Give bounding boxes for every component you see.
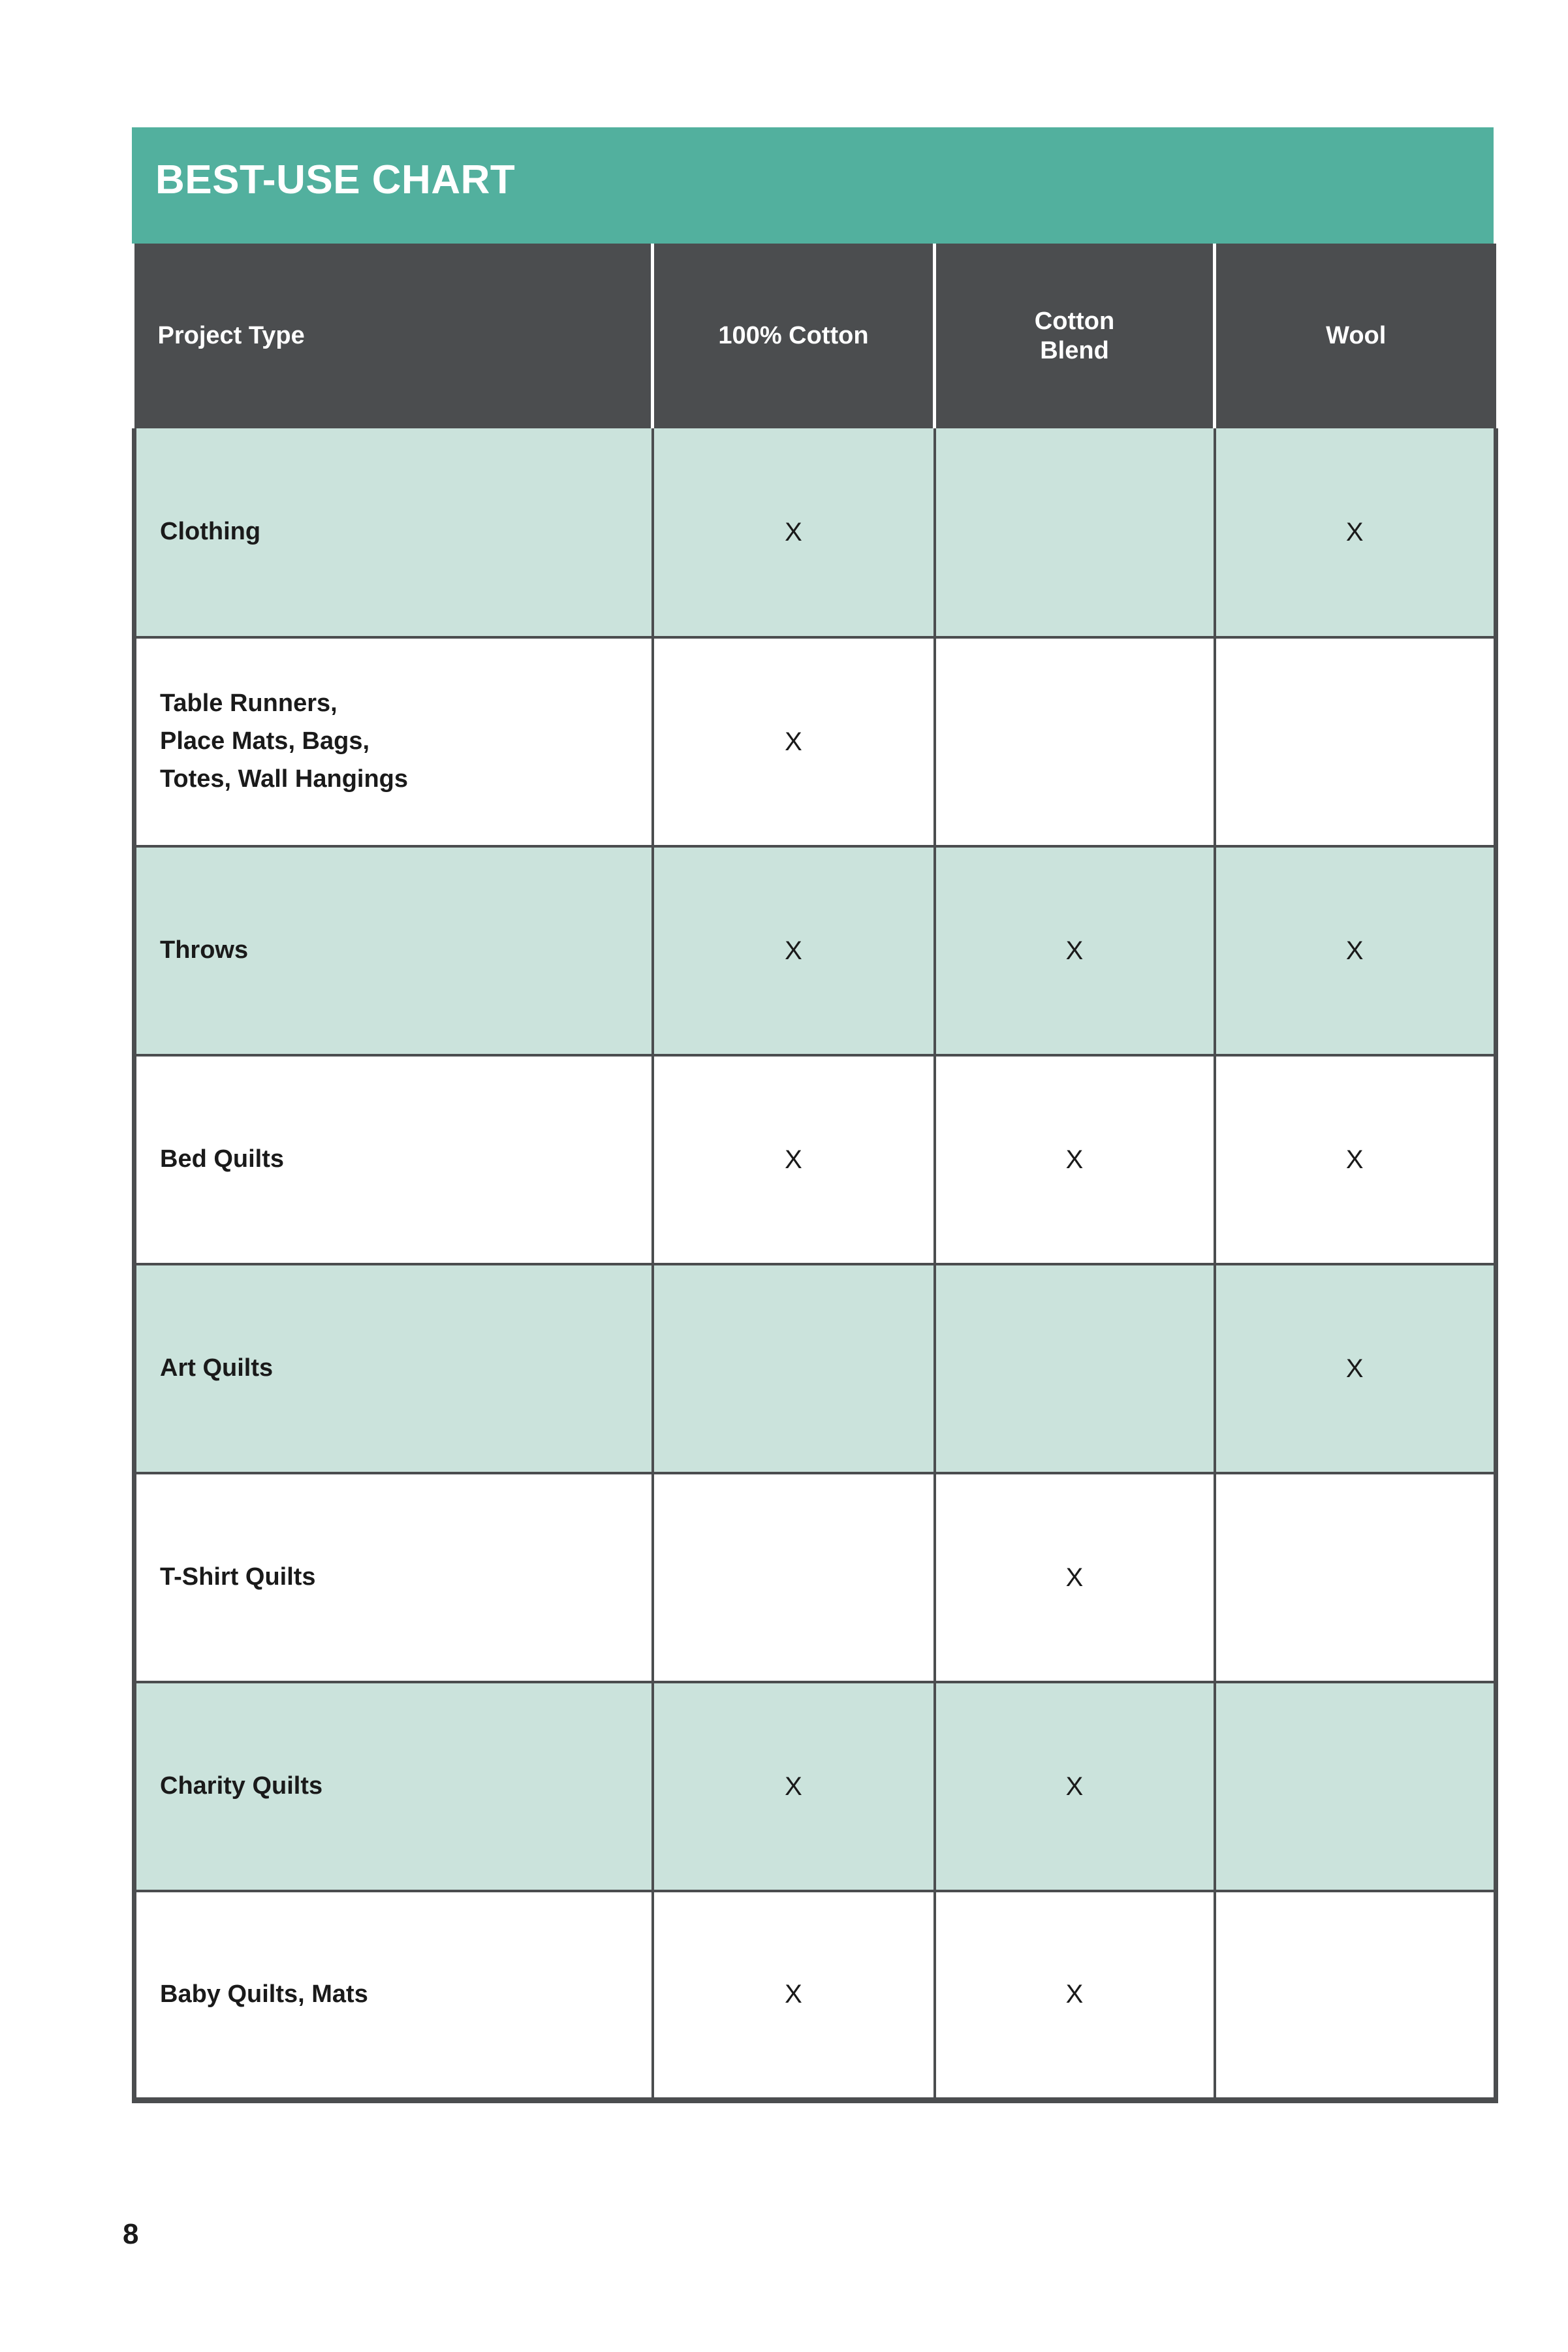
cell-mark-wool <box>1215 1682 1496 1891</box>
project-type-line: Table Runners, <box>160 690 337 718</box>
column-header-cotton-blend <box>935 244 1215 428</box>
cell-mark-wool: X <box>1215 428 1496 637</box>
table-row <box>134 1891 1496 2100</box>
cell-project-type <box>134 637 653 846</box>
project-type-line: Place Mats, Bags, <box>160 727 370 755</box>
cell-mark-100-cotton <box>653 1473 935 1682</box>
table-body <box>134 428 1496 2100</box>
project-type-line: Baby Quilts, Mats <box>160 1980 368 2008</box>
project-type-line: T-Shirt Quilts <box>160 1563 316 1591</box>
page-number: 8 <box>123 2218 139 2250</box>
cell-mark-100-cotton: X <box>653 1891 935 2100</box>
table-row <box>134 1055 1496 1264</box>
project-type-line: Totes, Wall Hangings <box>160 765 409 793</box>
cell-project-type <box>134 1264 653 1473</box>
cell-mark-100-cotton: X <box>653 637 935 846</box>
cell-mark-cotton-blend: X <box>935 1682 1215 1891</box>
cell-project-type <box>134 846 653 1055</box>
cell-mark-cotton-blend <box>935 428 1215 637</box>
table-row <box>134 846 1496 1055</box>
column-header-project-type: Project Type <box>134 244 653 428</box>
cell-mark-cotton-blend <box>935 1264 1215 1473</box>
cell-mark-wool <box>1215 1473 1496 1682</box>
project-type-line: Art Quilts <box>160 1354 274 1382</box>
cell-mark-cotton-blend <box>935 637 1215 846</box>
cell-project-type <box>134 1473 653 1682</box>
cell-mark-100-cotton: X <box>653 1682 935 1891</box>
cell-mark-wool <box>1215 637 1496 846</box>
column-header-100-cotton: 100% Cotton <box>653 244 935 428</box>
chart-title-banner <box>132 127 1494 244</box>
cell-mark-cotton-blend: X <box>935 1891 1215 2100</box>
table-row <box>134 1473 1496 1682</box>
project-type-line: Throws <box>160 936 249 964</box>
table-header <box>134 244 1496 428</box>
cell-project-type <box>134 1682 653 1891</box>
page-title: BEST-USE CHART <box>155 157 516 202</box>
table-row <box>134 1264 1496 1473</box>
cell-mark-wool: X <box>1215 846 1496 1055</box>
column-header-cotton-blend-line1: Cotton <box>1034 307 1115 335</box>
best-use-chart <box>132 127 1494 2103</box>
project-type-line: Clothing <box>160 518 261 546</box>
cell-project-type <box>134 1891 653 2100</box>
project-type-line: Bed Quilts <box>160 1145 285 1173</box>
cell-mark-cotton-blend: X <box>935 1473 1215 1682</box>
cell-mark-100-cotton <box>653 1264 935 1473</box>
cell-mark-100-cotton: X <box>653 428 935 637</box>
column-header-cotton-blend-line2: Blend <box>1040 336 1109 364</box>
cell-mark-100-cotton: X <box>653 846 935 1055</box>
cell-mark-wool <box>1215 1891 1496 2100</box>
best-use-table <box>132 244 1498 2103</box>
cell-project-type <box>134 428 653 637</box>
table-row <box>134 1682 1496 1891</box>
cell-project-type <box>134 1055 653 1264</box>
cell-mark-wool: X <box>1215 1055 1496 1264</box>
cell-mark-cotton-blend: X <box>935 846 1215 1055</box>
table-header-row <box>134 244 1496 428</box>
cell-mark-cotton-blend: X <box>935 1055 1215 1264</box>
column-header-wool: Wool <box>1215 244 1496 428</box>
cell-mark-100-cotton: X <box>653 1055 935 1264</box>
table-row <box>134 637 1496 846</box>
project-type-line: Charity Quilts <box>160 1772 323 1800</box>
table-row <box>134 428 1496 637</box>
cell-mark-wool: X <box>1215 1264 1496 1473</box>
